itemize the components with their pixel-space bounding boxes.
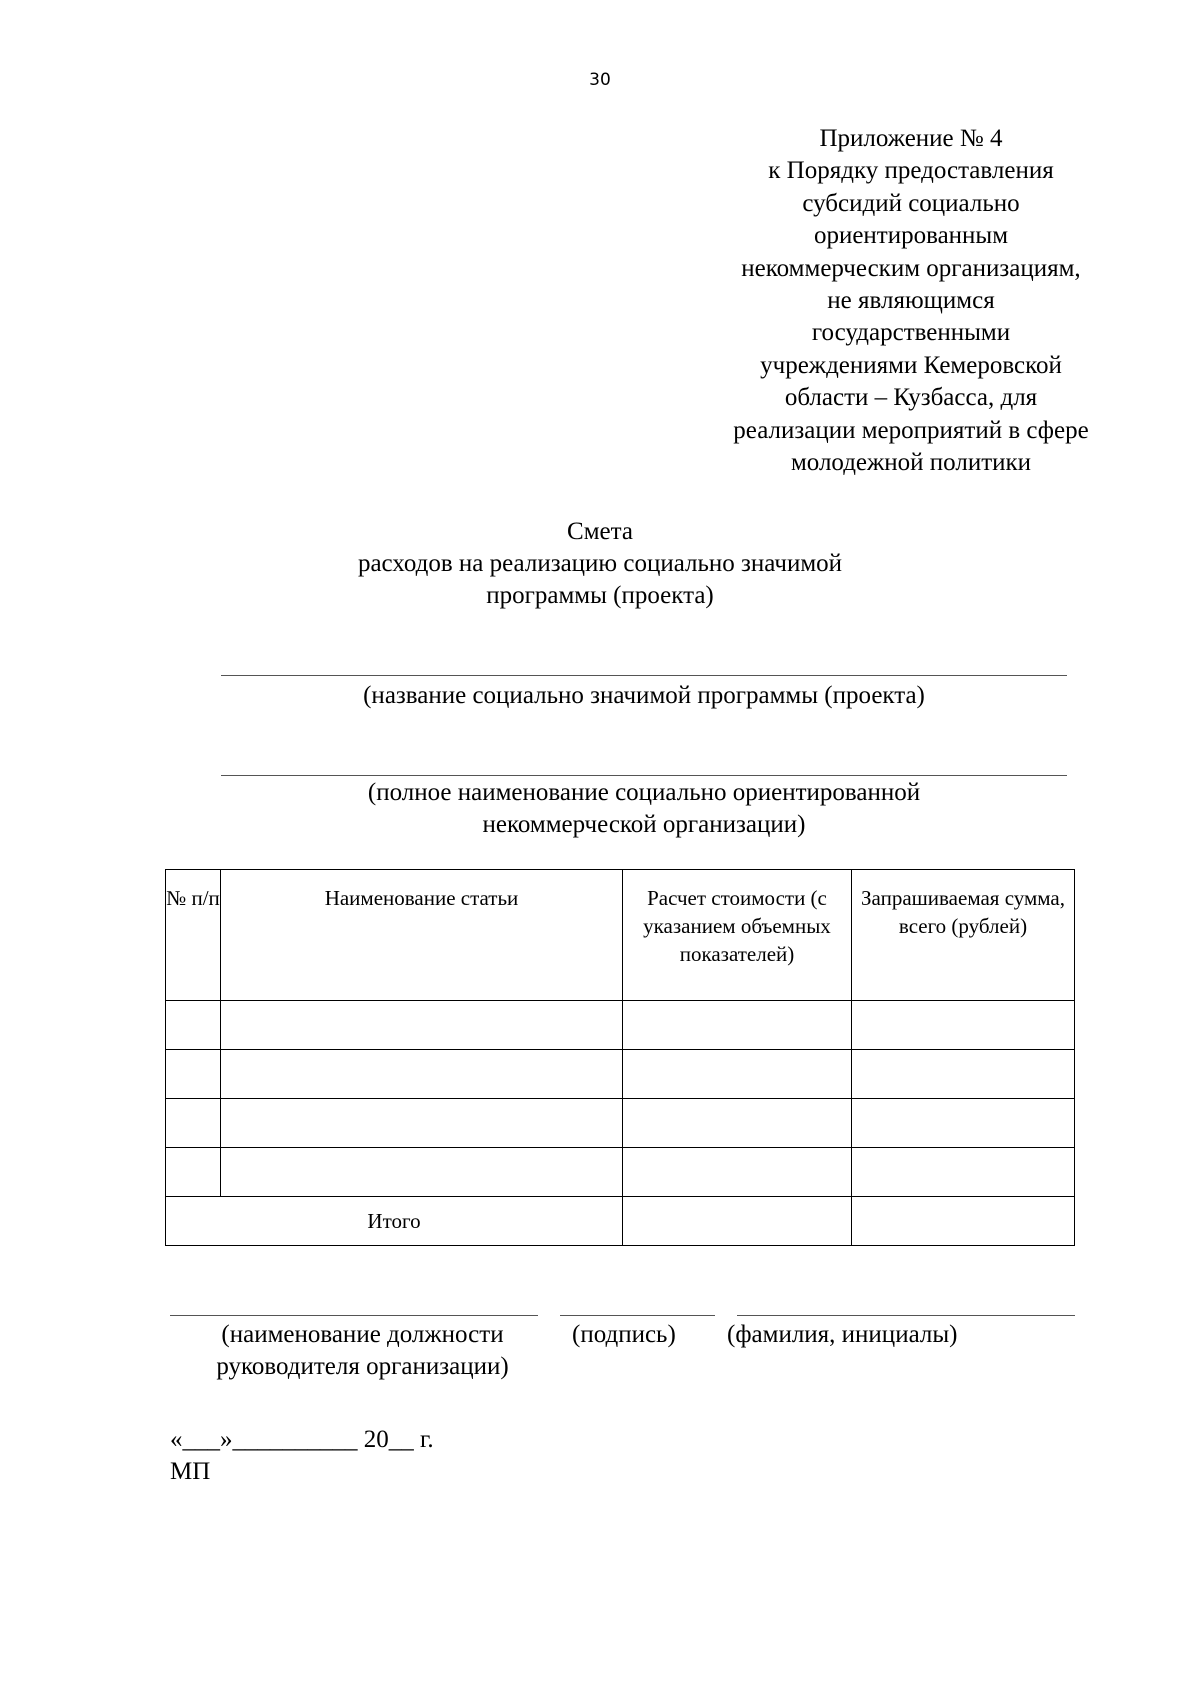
date-line: «___»__________ 20__ г. (170, 1426, 434, 1453)
name-caption: (фамилия, инициалы) (727, 1321, 958, 1348)
table-row (166, 1148, 1075, 1197)
cell-item-name (221, 1050, 623, 1099)
estimate-table (165, 869, 1075, 1246)
header-item-name: Наименование статьи (221, 870, 623, 1001)
cell-cost-calculation (623, 1050, 852, 1099)
document-title (300, 516, 900, 612)
cell-item-name (221, 1099, 623, 1148)
title-line: Смета (567, 518, 633, 545)
appendix-header (696, 123, 1126, 479)
cell-requested-amount (852, 1001, 1075, 1050)
total-label: Итого (166, 1197, 623, 1246)
appendix-line: Приложение № 4 (819, 125, 1003, 152)
cell-requested-amount (852, 1099, 1075, 1148)
title-line: программы (проекта) (486, 582, 714, 609)
position-caption (190, 1319, 535, 1383)
appendix-line: не являющимся (827, 287, 995, 315)
cell-cost-calculation (623, 1001, 852, 1050)
cell-item-name (221, 1001, 623, 1050)
organization-caption-line: (полное наименование социально ориентированной (367, 779, 921, 806)
total-requested-amount (852, 1197, 1075, 1246)
cell-number (166, 1099, 221, 1148)
table-row (166, 1001, 1075, 1050)
appendix-line: к Порядку предоставления (768, 157, 1054, 185)
cell-requested-amount (852, 1050, 1075, 1099)
position-caption-line: руководителя организации) (216, 1353, 509, 1380)
cell-number (166, 1001, 221, 1050)
organization-caption-line: некоммерческой организации) (482, 811, 806, 838)
header-cost-calculation: Расчет стоимости (с указанием объемных показателей) (623, 870, 852, 1001)
appendix-line: учреждениями Кемеровской (760, 351, 1062, 379)
appendix-line: субсидий социально (802, 189, 1020, 217)
stamp-label: МП (170, 1458, 211, 1485)
cell-requested-amount (852, 1148, 1075, 1197)
cell-cost-calculation (623, 1099, 852, 1148)
cell-number (166, 1148, 221, 1197)
table-total-row (166, 1197, 1075, 1246)
total-cost-calculation (623, 1197, 852, 1246)
program-name-blank (221, 675, 1067, 676)
position-caption-line: (наименование должности (221, 1321, 504, 1348)
appendix-line: некоммерческим организациям, (741, 254, 1081, 282)
signature-blank (560, 1315, 715, 1316)
appendix-line: государственными (811, 319, 1011, 347)
cell-number (166, 1050, 221, 1099)
appendix-line: молодежной политики (790, 449, 1032, 477)
organization-name-blank (221, 775, 1067, 776)
page-number: 30 (589, 70, 611, 90)
signature-caption: (подпись) (572, 1321, 676, 1348)
header-requested-amount: Запрашиваемая сумма, всего (рублей) (852, 870, 1075, 1001)
cell-cost-calculation (623, 1148, 852, 1197)
cell-item-name (221, 1148, 623, 1197)
program-name-caption: (название социально значимой программы (проекта) (363, 682, 925, 709)
appendix-line: области – Кузбасса, для (784, 384, 1038, 412)
table-row (166, 1099, 1075, 1148)
table-header-row (166, 870, 1075, 1001)
position-signature-blank (170, 1315, 538, 1316)
header-number: № п/п (166, 870, 221, 1001)
title-line: расходов на реализацию социально значимой (357, 550, 843, 577)
organization-caption (221, 777, 1067, 841)
appendix-line: ориентированным (813, 222, 1009, 250)
table-row (166, 1050, 1075, 1099)
appendix-line: реализации мероприятий в сфере (733, 416, 1089, 444)
name-signature-blank (737, 1315, 1075, 1316)
